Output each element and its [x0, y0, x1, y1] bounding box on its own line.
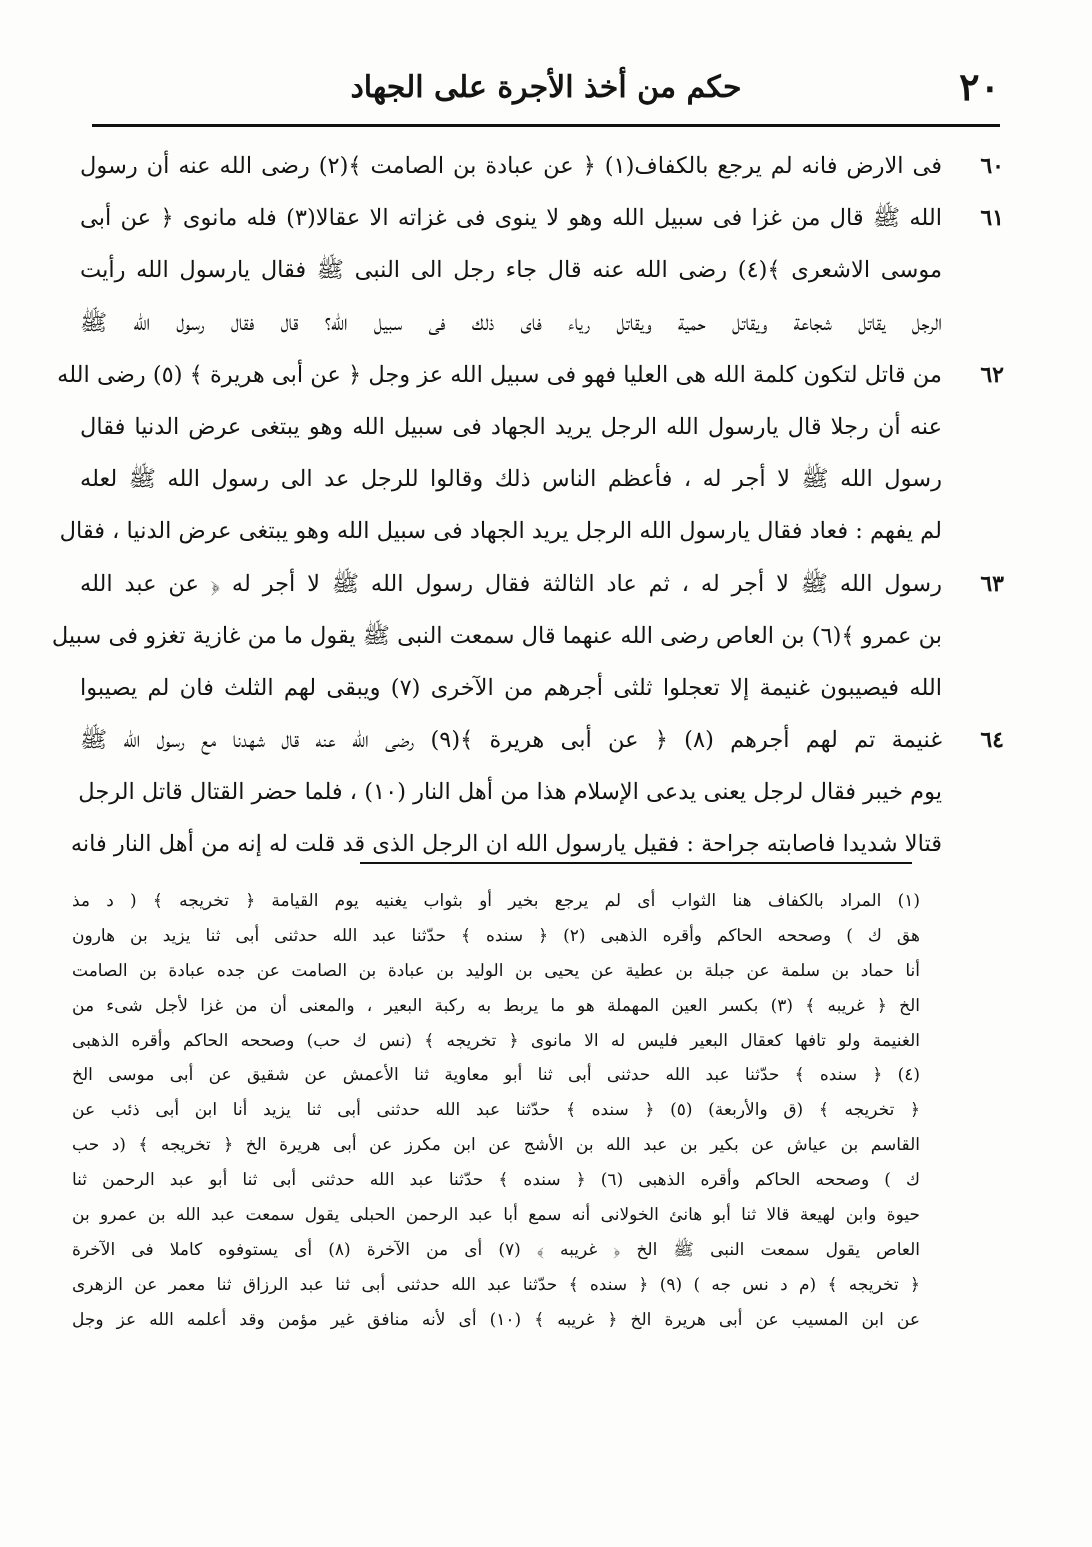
line-text: الرجل يقاتل شجاعة ويقاتل حمية ويقاتل رياء فاى ذلك فى سبيل الله؟ قال فقال رسول الله ﷺ	[80, 309, 942, 336]
line-text: موسى الاشعرى ﴾(٤) رضى الله عنه قال جاء رجل الى النبى ﷺ فقال يارسول الله رأيت	[80, 257, 942, 284]
text-line	[57, 349, 1004, 401]
hadith-number: ٦١	[980, 205, 1004, 232]
footnote-divider	[360, 862, 912, 864]
footnote-line: الخ ﴿ غريبه ﴾ (٣) بكسر العين المهملة هو ما يربط به ركبة البعير ، والمعنى أن من غزا لأجل شىء من	[72, 995, 920, 1016]
line-text: من قاتل لتكون كلمة الله هى العليا فهو فى سبيل الله عز وجل ﴿ عن أبى هريرة ﴾ (٥) رضى الله	[57, 361, 942, 388]
line-text: غنيمة تم لهم أجرهم (٨) ﴿ عن أبى هريرة ﴾(٩) رضى الله عنه قال شهدنا مع رسول الله ﷺ	[80, 727, 943, 754]
footnotes	[72, 884, 920, 1338]
text-line	[80, 244, 1004, 296]
footnote-line: عن ابن المسيب عن أبى هريرة الخ ﴿ غريبه ﴾ (١٠) أى لأنه منافق غير مؤمن وقد أعلمه الله عز وجل	[72, 1309, 920, 1330]
hadith-number: ٦٠	[980, 153, 1004, 179]
line-text: الله فيصيبون غنيمة إلا تعجلوا ثلثى أجرهم من الآخرى (٧) ويبقى لهم الثلث فان لم يصيبوا	[80, 674, 942, 701]
text-line	[80, 662, 1004, 714]
text-line	[80, 140, 1004, 192]
header-divider	[92, 124, 1000, 127]
footnote-line: (١) المراد بالكفاف هنا الثواب أى لم يرجع بخير أو بثواب يغنيه يوم القيامة ﴿ تخريجه ﴾ ( د مذ	[72, 891, 920, 911]
footnote-line: العاص يقول سمعت النبى ﷺ الخ ﴿ غريبه ﴾ (٧) أى من الآخرة (٨) أى يستوفوه كاملا فى الآخرة	[72, 1239, 921, 1260]
hadith-number: ٦٣	[980, 570, 1004, 597]
line-text: عنه أن رجلا قال يارسول الله الرجل يريد الجهاد فى سبيل الله وهو يبتغى عرض الدنيا فقال	[80, 413, 942, 440]
page-header	[92, 60, 1000, 120]
footnote-line: ك ) وصححه الحاكم وأقره الذهبى (٦) ﴿ سنده ﴾ حدّثنا عبد الله حدثنى أبى ثنا أبو عبد الرحمن ثنا	[72, 1170, 920, 1191]
running-title: حكم من أخذ الأجرة على الجهاد	[350, 70, 742, 105]
text-line	[80, 766, 1004, 818]
line-text: قتالا شديدا فاصابته جراحة : فقيل يارسول الله ان الرجل الذى قد قلت له إنه من أهل النار فانه	[70, 831, 942, 858]
line-text: فى الارض فانه لم يرجع بالكفاف(١) ﴿ عن عبادة بن الصامت ﴾(٢) رضى الله عنه أن رسول	[80, 153, 942, 179]
text-line	[80, 297, 1004, 349]
footnote-line: حيوة وابن لهيعة قالا ثنا أبو هانئ الخولانى أنه سمع أبا عبد الرحمن الحبلى يقول سمعت عبد الله بن عمرو بن	[72, 1205, 920, 1226]
text-line	[80, 714, 1004, 766]
footnote-line: ﴿ تخريجه ﴾ (م د نس جه ) (٩) ﴿ سنده ﴾ حدّثنا عبد الله حدثنى أبى ثنا عبد الرزاق ثنا معمر عن الزهرى	[72, 1274, 921, 1295]
main-text	[51, 140, 1004, 871]
text-line	[51, 610, 1004, 662]
line-text: يوم خيبر فقال لرجل يعنى يدعى الإسلام هذا من أهل النار (١٠) ، فلما حضر القتال قاتل الرجل	[78, 779, 942, 806]
hadith-number: ٦٤	[980, 727, 1004, 754]
hadith-number: ٦٢	[980, 361, 1004, 388]
line-text: لم يفهم : فعاد فقال يارسول الله الرجل يريد الجهاد فى سبيل الله وهو يبتغى عرض الدنيا ، فقال	[59, 518, 942, 545]
footnote-line: (٤) ﴿ سنده ﴾ حدّثنا عبد الله حدثنى أبى ثنا أبو معاوية ثنا الأعمش عن شقيق عن أبى موسى الخ	[72, 1065, 920, 1086]
footnote-line: الغنيمة ولو تافها كعقال البعير فليس له الا مانوى ﴿ تخريجه ﴾ (نس ك حب) وصححه الحاكم وأقره الذهبى	[72, 1030, 920, 1051]
line-text: رسول الله ﷺ لا أجر له ، فأعظم الناس ذلك وقالوا للرجل عد الى رسول الله ﷺ لعله	[80, 466, 942, 493]
line-text: الله ﷺ قال من غزا فى سبيل الله وهو لا ينوى فى غزاته الا عقالا(٣) فله مانوى ﴿ عن أبى	[80, 205, 942, 232]
text-line	[59, 505, 1004, 557]
line-text: بن عمرو ﴾(٦) بن العاص رضى الله عنهما قال سمعت النبى ﷺ يقول ما من غازية تغزو فى سبيل	[51, 622, 942, 649]
line-text: رسول الله ﷺ لا أجر له ، ثم عاد الثالثة فقال رسول الله ﷺ لا أجر له ﴿ عن عبد الله	[80, 570, 942, 597]
text-line	[80, 401, 1004, 453]
page-number: ٢٠	[959, 64, 1000, 109]
text-line	[80, 192, 1004, 244]
text-line	[80, 453, 1004, 505]
footnote-line: ﴿ تخريجه ﴾ (ق والأربعة) (٥) ﴿ سنده ﴾ حدّثنا عبد الله حدثنى أبى ثنا يزيد أنا ابن أبى ذئب عن	[72, 1100, 920, 1121]
text-line	[80, 558, 1004, 610]
footnote-line: أنا حماد بن سلمة عن جبلة بن عطية عن يحيى بن الوليد بن عبادة بن الصامت عن جده عبادة بن الصامت	[72, 960, 920, 981]
footnote-line: القاسم بن عياش عن بكير بن عبد الله بن الأشج عن ابن مكرز عن أبى هريرة الخ ﴿ تخريجه ﴾ (د حب	[72, 1135, 920, 1156]
footnote-line: هق ك ) وصححه الحاكم وأقره الذهبى (٢) ﴿ سنده ﴾ حدّثنا عبد الله حدثنى أبى ثنا يزيد بن هارون	[72, 925, 920, 946]
